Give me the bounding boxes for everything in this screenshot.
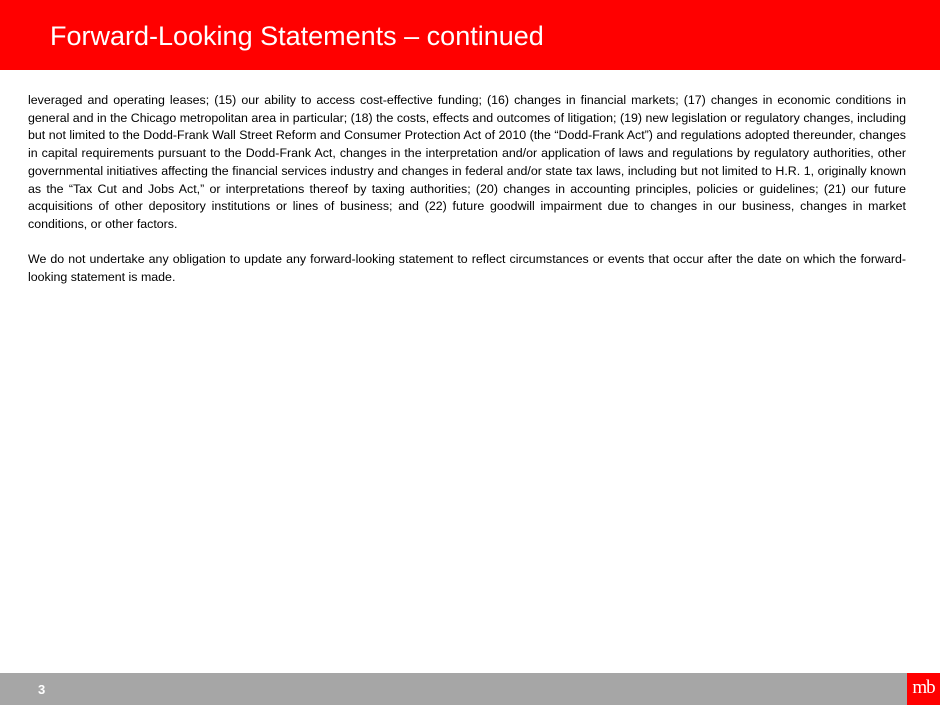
paragraph-continued-risk-factors: leveraged and operating leases; (15) our ability to access cost-effective funding; (16) changes in financial markets; (17) changes in economic conditions in general and in the Chicago metropolitan area in particular; (18) the costs, effects and outcomes of litigation; (19) new legislation or regulatory changes, including but not limited to the Dodd-Frank Wall Street Reform and Consumer Protection Act of 2010 (the “Dodd-Frank Act”) and regulations adopted thereunder, changes in capital requirements pursuant to the Dodd-Frank Act, changes in the interpretation and/or application of laws and regulations by regulatory authorities, other governmental initiatives affecting the financial services industry and changes in federal and/or state tax laws, including but not limited to H.R. 1, originally known as the “Tax Cut and Jobs Act,” or interpretations thereof by taxing authorities; (20) changes in accounting principles, policies or guidelines; (21) our future acquisitions of other depository institutions or lines of business; and (22) future goodwill impairment due to changes in our business, changes in market conditions, or other factors. xyxy=(28,93,906,231)
footer-bar xyxy=(0,673,940,705)
page-number: 3 xyxy=(38,682,46,697)
paragraph-no-obligation: We do not undertake any obligation to update any forward-looking statement to reflect circumstances or events that occur after the date on which the forward-looking statement is made. xyxy=(28,252,906,285)
page-title: Forward-Looking Statements – continued xyxy=(50,21,544,51)
body-text xyxy=(28,92,906,304)
header-bar xyxy=(0,0,940,70)
mb-logo-icon: mb xyxy=(907,673,940,705)
